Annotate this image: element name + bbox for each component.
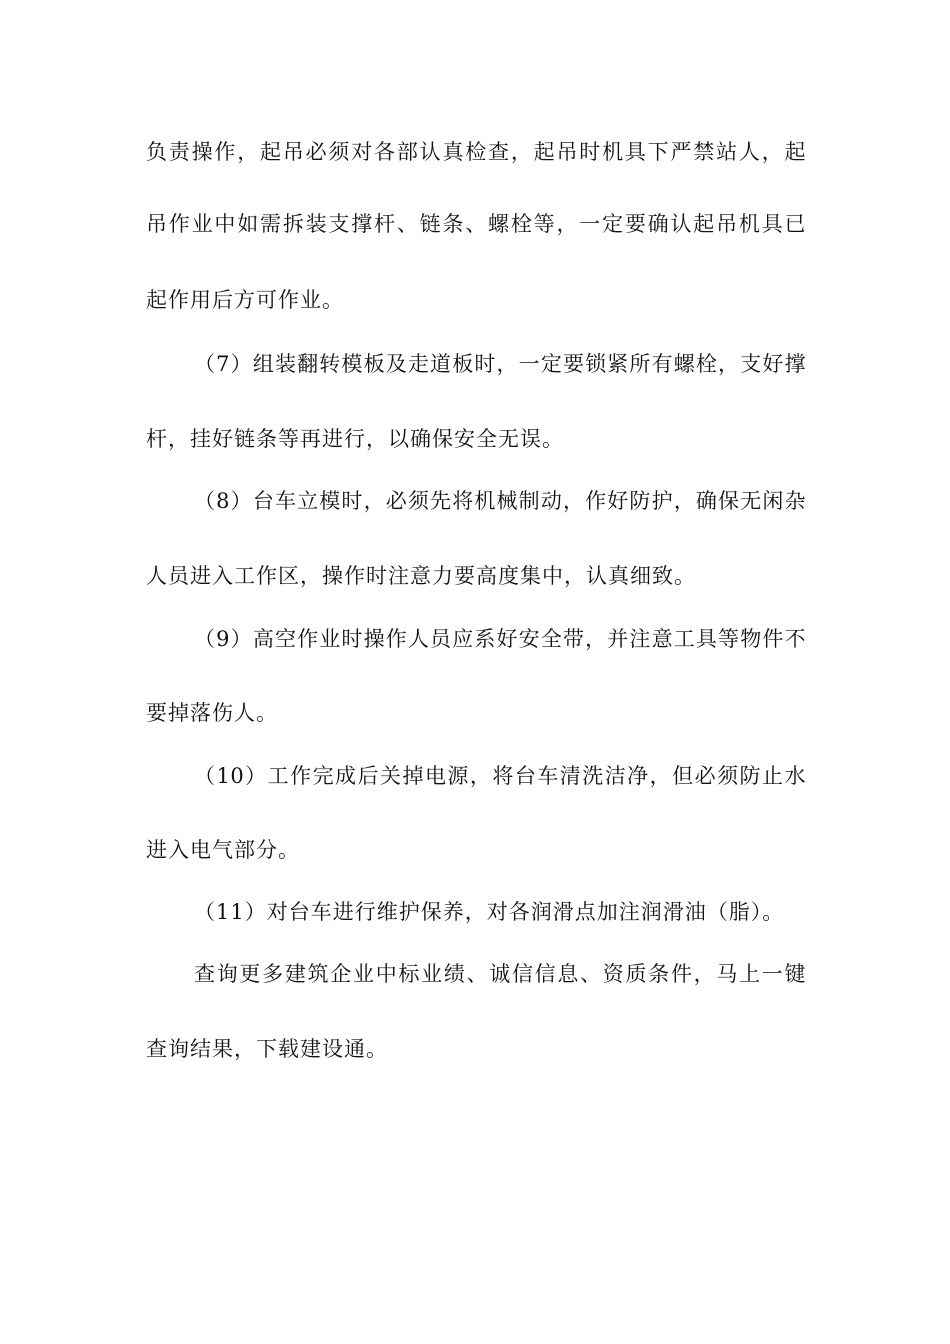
paragraph-7-line-1: （7）组装翻转模板及走道板时，一定要锁紧所有螺栓，支好撑	[194, 352, 806, 376]
paragraph-8-line-1: （8）台车立模时，必须先将机械制动，作好防护，确保无闲杂	[194, 489, 806, 513]
paragraph-6-line-2: 吊作业中如需拆装支撑杆、链条、螺栓等，一定要确认起吊机具已	[146, 212, 806, 236]
paragraph-6-line-3: 起作用后方可作业。	[146, 288, 344, 312]
paragraph-11-line-1: （11）对台车进行维护保养，对各润滑点加注润滑油（脂）。	[194, 900, 785, 924]
paragraph-9-line-1: （9）高空作业时操作人员应系好安全带，并注意工具等物件不	[194, 627, 806, 651]
paragraph-10-line-1: （10）工作完成后关掉电源，将台车清洗洁净，但必须防止水	[194, 764, 806, 788]
paragraph-6-line-1: 负责操作，起吊必须对各部认真检查，起吊时机具下严禁站人，起	[146, 140, 806, 164]
paragraph-7-line-2: 杆，挂好链条等再进行，以确保安全无误。	[146, 427, 564, 451]
paragraph-10-line-2: 进入电气部分。	[146, 838, 300, 862]
paragraph-9-line-2: 要掉落伤人。	[146, 701, 278, 725]
promo-line-2: 查询结果，下载建设通。	[146, 1037, 388, 1061]
promo-line-1: 查询更多建筑企业中标业绩、诚信信息、资质条件，马上一键	[194, 962, 806, 986]
paragraph-8-line-2: 人员进入工作区，操作时注意力要高度集中，认真细致。	[146, 564, 696, 588]
